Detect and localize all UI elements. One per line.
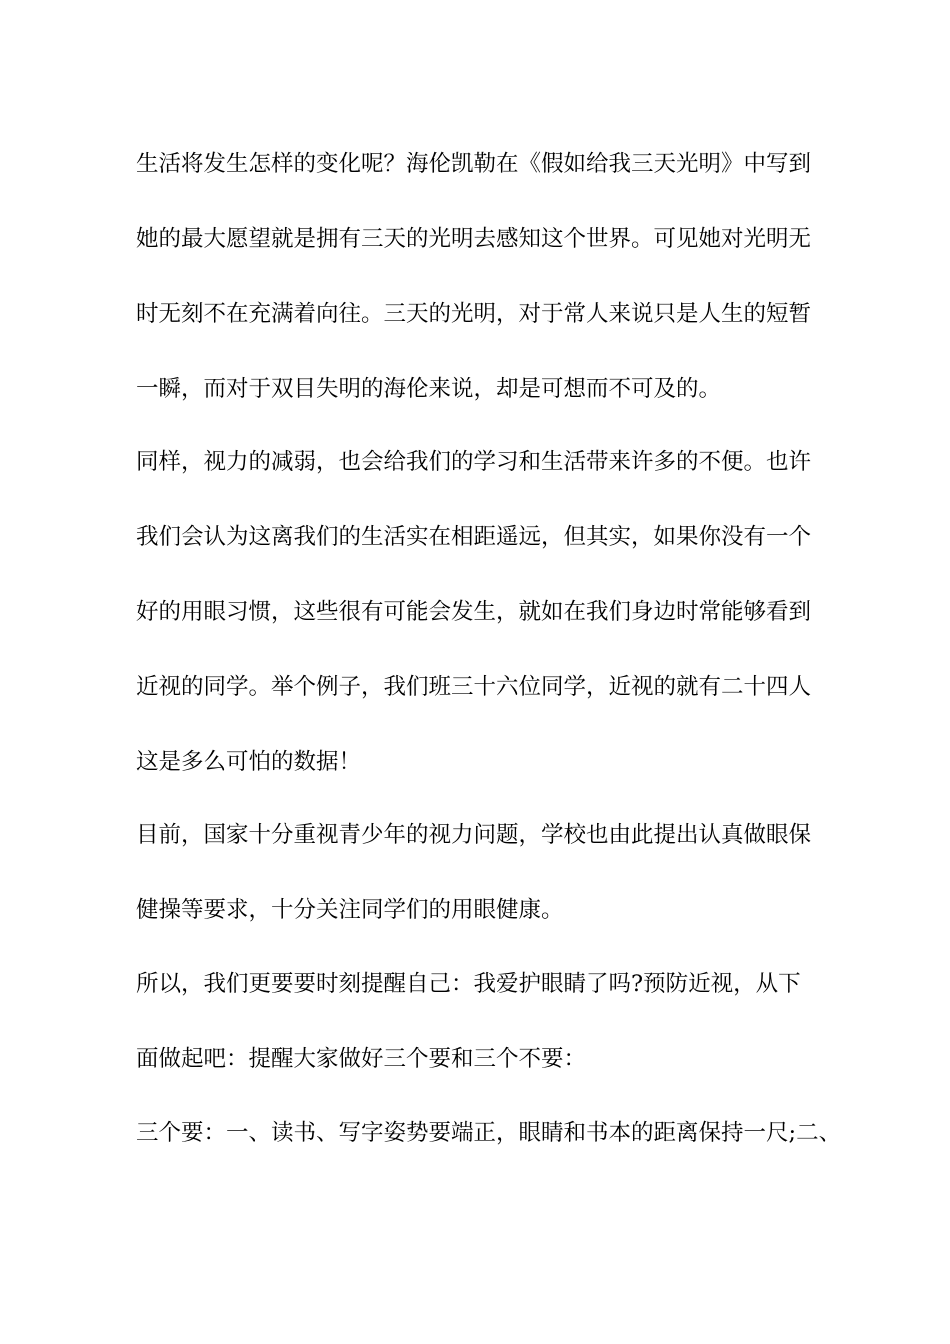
text-line: 时无刻不在充满着向往。三天的光明，对于常人来说只是人生的短暂 xyxy=(136,301,812,327)
text-line: 同样，视力的减弱，也会给我们的学习和生活带来许多的不便。也许 xyxy=(136,449,812,475)
text-line: 一瞬，而对于双目失明的海伦来说，却是可想而不可及的。 xyxy=(136,376,722,402)
text-line: 我们会认为这离我们的生活实在相距遥远，但其实，如果你没有一个 xyxy=(136,524,812,550)
text-line: 生活将发生怎样的变化呢？海伦凯勒在《假如给我三天光明》中写到 xyxy=(136,151,812,177)
text-line: 好的用眼习惯，这些很有可能会发生，就如在我们身边时常能够看到 xyxy=(136,599,812,625)
text-line: 近视的同学。举个例子，我们班三十六位同学，近视的就有二十四人 xyxy=(136,674,812,700)
text-line: 目前，国家十分重视青少年的视力问题，学校也由此提出认真做眼保 xyxy=(136,822,812,848)
text-line: 三个要：一、读书、写字姿势要端正，眼睛和书本的距离保持一尺;二、 xyxy=(136,1120,842,1146)
text-line: 健操等要求，十分关注同学们的用眼健康。 xyxy=(136,897,564,923)
text-line: 面做起吧：提醒大家做好三个要和三个不要： xyxy=(136,1046,587,1072)
text-line: 所以，我们更要要时刻提醒自己：我爱护眼睛了吗?预防近视，从下 xyxy=(136,971,801,997)
text-line: 这是多么可怕的数据！ xyxy=(136,749,362,775)
text-line: 她的最大愿望就是拥有三天的光明去感知这个世界。可见她对光明无 xyxy=(136,226,812,252)
